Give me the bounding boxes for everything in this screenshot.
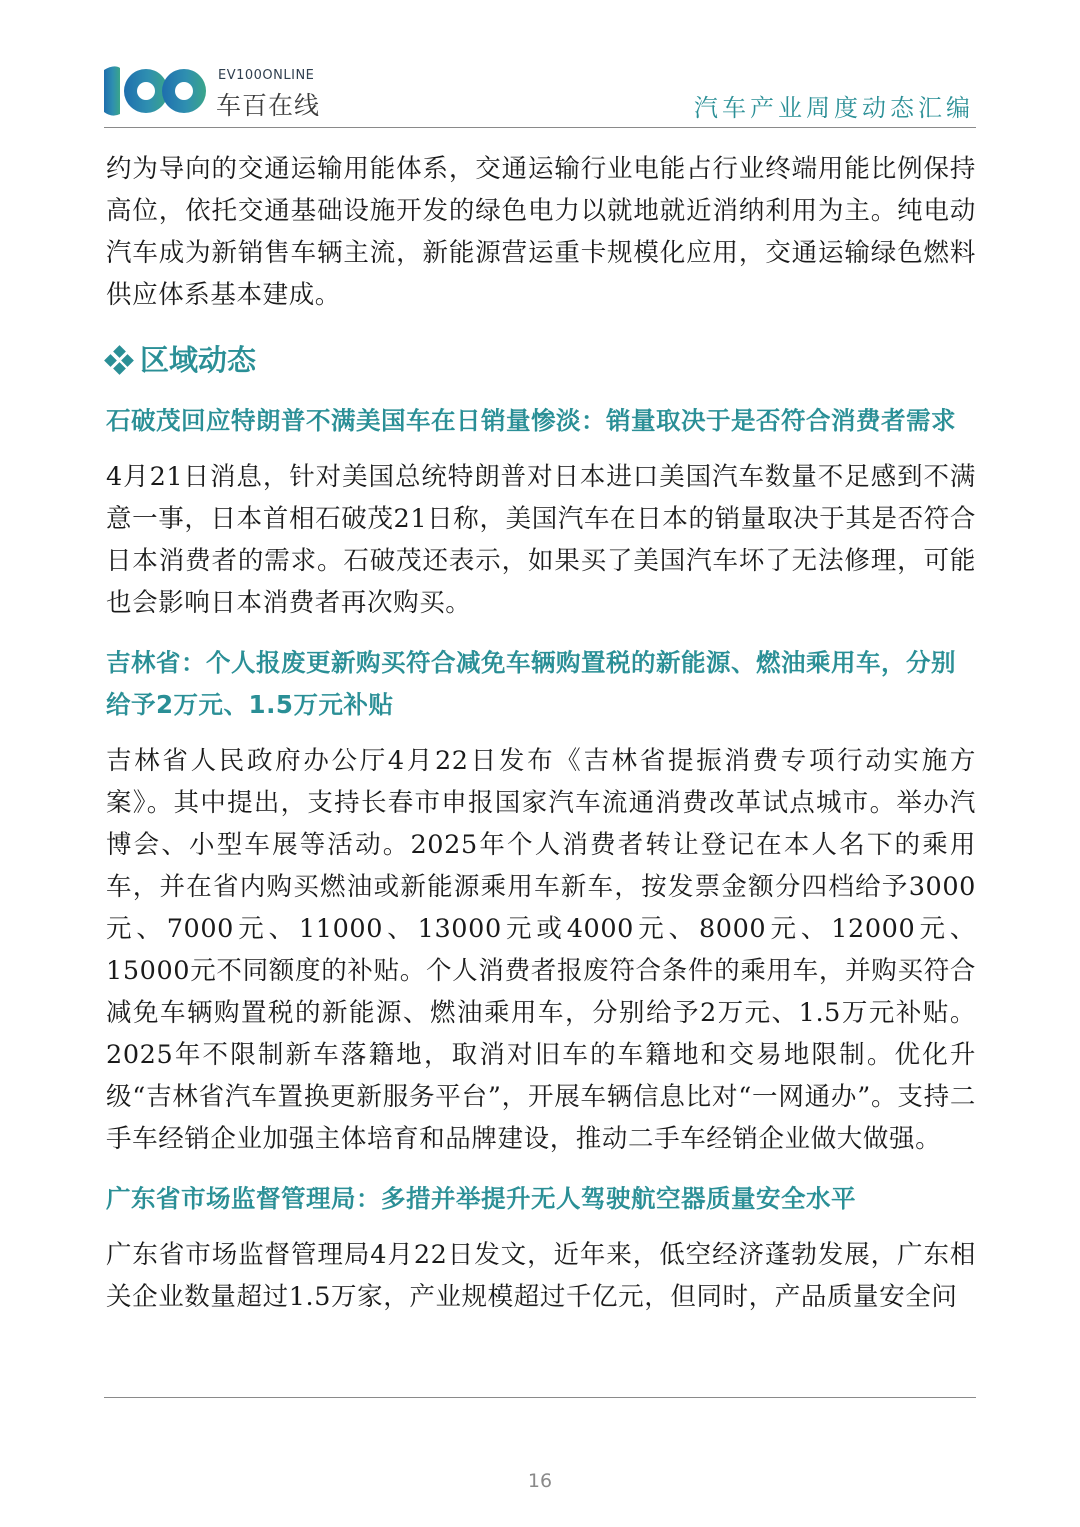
- document-title: 汽车产业周度动态汇编: [694, 94, 974, 122]
- logo-english-text: EV100ONLINE: [218, 68, 315, 83]
- logo-chinese-text: 车百在线: [216, 91, 321, 120]
- header-divider: [104, 127, 976, 128]
- article-title: 石破茂回应特朗普不满美国车在日销量惨淡：销量取决于是否符合消费者需求: [106, 406, 956, 435]
- section-title: 区域动态: [140, 343, 257, 377]
- page-number: 16: [527, 1470, 553, 1492]
- article-body: 吉林省人民政府办公厅4月22日发布《吉林省提振消费专项行动实施方案》。其中提出，支持长春市申报国家汽车流通消费改革试点城市。举办汽博会、小型车展等活动。2025年个人消费者转让登记在本人名下的乘用车，并在省内购买燃油或新能源乘用车新车，按发票金额分四档给予3000元、7000元、11000、13000元或4000元、8000元、12000元、15000元不同额度的补贴。个人消费者报废符合条件的乘用车，并购买符合减免车辆购置税的新能源、燃油乘用车，分别给予2万元、1.5万元补贴。2025年不限制新车落籍地，取消对旧车的车籍地和交易地限制。优化升级“吉林省汽车置换更新服务平台”，开展车辆信息比对“一网通办”。支持二手车经销企业加强主体培育和品牌建设，推动二手车经销企业做大做强。: [106, 746, 976, 1154]
- article: [106, 1178, 976, 1318]
- page-header: [0, 0, 1080, 130]
- article: [106, 642, 976, 1160]
- article-body: 4月21日消息，针对美国总统特朗普对日本进口美国汽车数量不足感到不满意一事，日本首相石破茂21日称，美国汽车在日本的销量取决于其是否符合日本消费者的需求。石破茂还表示，如果买了美国汽车坏了无法修理，可能也会影响日本消费者再次购买。: [106, 462, 976, 618]
- article-title: 吉林省：个人报废更新购买符合减免车辆购置税的新能源、燃油乘用车，分别给予2万元、1.5万元补贴: [106, 648, 956, 719]
- section-heading: [106, 340, 976, 380]
- article: [106, 400, 976, 624]
- diamond-bullet-icon: [106, 347, 132, 373]
- intro-paragraph: 约为导向的交通运输用能体系，交通运输行业电能占行业终端用能比例保持高位，依托交通基础设施开发的绿色电力以就地就近消纳利用为主。纯电动汽车成为新销售车辆主流，新能源营运重卡规模化应用，交通运输绿色燃料供应体系基本建成。: [106, 154, 976, 310]
- article-title: 广东省市场监督管理局：多措并举提升无人驾驶航空器质量安全水平: [106, 1184, 856, 1213]
- article-body: 广东省市场监督管理局4月22日发文，近年来，低空经济蓬勃发展，广东相关企业数量超过1.5万家，产业规模超过千亿元，但同时，产品质量安全问: [106, 1240, 976, 1312]
- footer-divider: [104, 1397, 976, 1398]
- page-content: [106, 148, 976, 1318]
- ev100-logo-icon: [100, 62, 212, 120]
